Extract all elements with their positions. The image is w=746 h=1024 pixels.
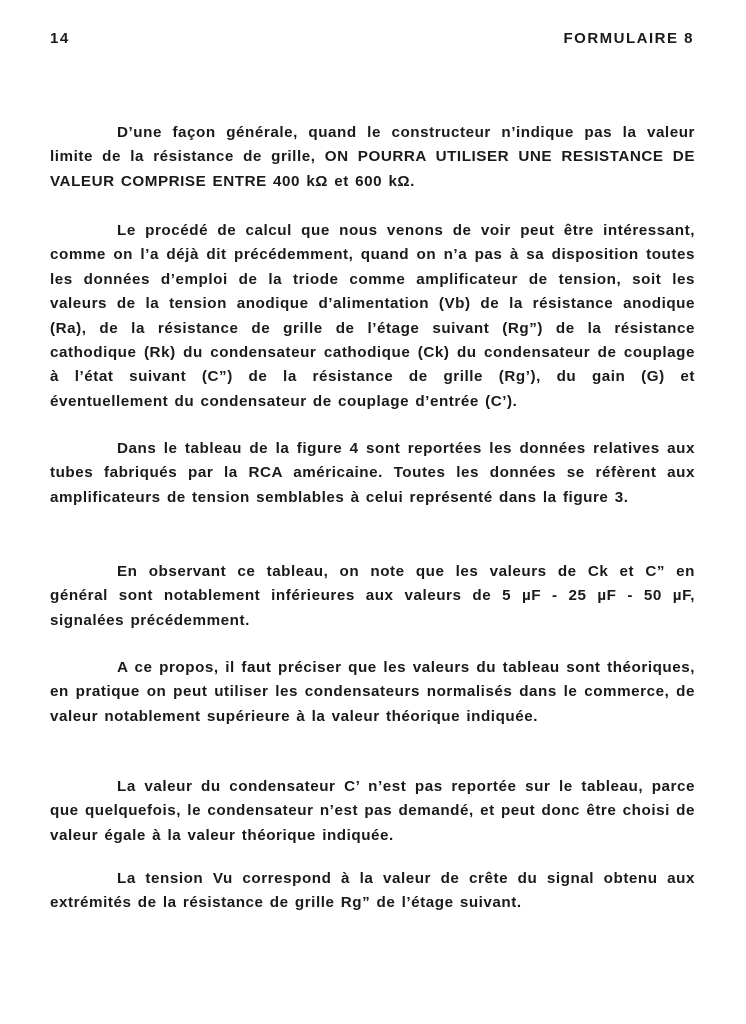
paragraph-rca-table: Dans le tableau de la figure 4 sont reportées les données relatives aux tubes fabriqués par la RCA américaine. Toutes les données se réfèrent aux amplificateurs de tension semblables à celui représenté dans la figure 3. — [50, 440, 695, 506]
paragraph-calculation-procedure: Le procédé de calcul que nous venons de voir peut être intéressant, comme on l’a déjà dit précédemment, quand on n’a pas à sa disposition toutes les données d’emploi de la triode comme amplificateur de tension, soit les valeurs de la tension anodique d’alimentation (Vb) de la résistance anodique (Ra), de la résistance de grille de l’étage suivant (Rg”) de la résistance cathodique (Rk) du condensateur cathodique (Ck) du condensateur de couplage à l’état suivant (C”) de la résistance de grille (Rg’), du gain (G) et éventuellement du condensateur de couplage d’entrée (C’). — [50, 222, 695, 410]
paragraph-input-capacitor: La valeur du condensateur C’ n’est pas reportée sur le tableau, parce que quelquefois, le condensateur n’est pas demandé, et peut donc être choisi de valeur égale à la valeur théorique indiquée. — [50, 778, 695, 844]
paragraph-output-voltage: La tension Vu correspond à la valeur de crête du signal obtenu aux extrémités de la résistance de grille Rg” de l’étage suivant. — [50, 870, 695, 912]
page-header — [50, 30, 694, 52]
paragraph-theoretical-values: A ce propos, il faut préciser que les valeurs du tableau sont théoriques, en pratique on peut utiliser les condensateurs normalisés dans le commerce, de valeur notablement supérieure à la valeur théorique indiquée. — [50, 659, 695, 725]
paragraph-capacitor-values: En observant ce tableau, on note que les valeurs de Ck et C” en général sont notablement inférieures aux valeurs de 5 µF - 25 µF - 50 µF, signalées précédemment. — [50, 563, 695, 629]
paragraph-grid-resistance-limit: D’une façon générale, quand le constructeur n’indique pas la valeur limite de la résistance de grille, ON POURRA UTILISER UNE RESISTANCE DE VALEUR COMPRISE ENTRE 400 kΩ et 600 kΩ. — [50, 124, 695, 190]
page-number: 14 — [50, 30, 70, 47]
running-title: FORMULAIRE 8 — [563, 30, 694, 47]
